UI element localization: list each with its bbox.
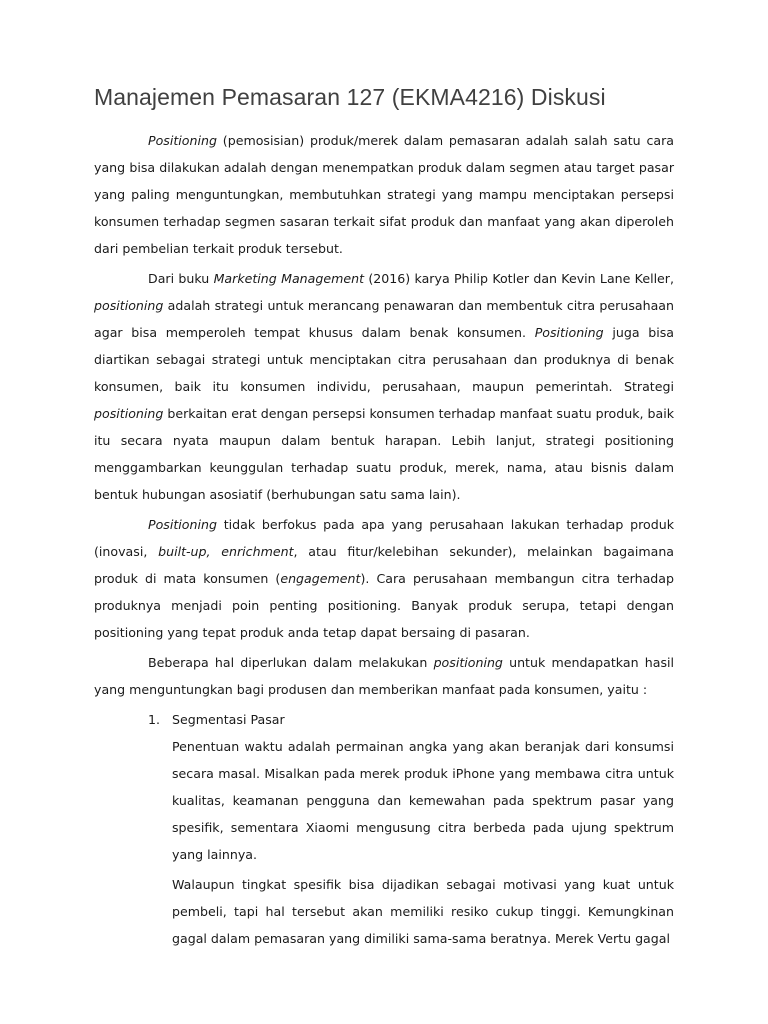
paragraph-1 — [94, 127, 674, 262]
emphasis: positioning — [94, 298, 164, 313]
paragraph-4 — [94, 649, 674, 703]
text: juga bisa diartikan sebagai strategi untuk menciptakan citra perusahaan dan produknya di benak konsumen, baik itu konsumen individu, perusahaan, maupun pemerintah. Strategi — [94, 325, 674, 394]
emphasis: positioning — [433, 655, 503, 670]
numbered-list — [94, 706, 674, 952]
emphasis: built-up, enrichment — [158, 544, 294, 559]
emphasis: Positioning — [148, 517, 217, 532]
emphasis: engagement — [280, 571, 361, 586]
emphasis: Marketing Management — [213, 271, 365, 286]
text: ). Cara perusahaan membangun citra terhadap produknya menjadi poin penting positioning. Banyak produk serupa, tetapi dengan positioning yang tepat produk anda tetap dapat bersaing di pasaran. — [94, 571, 675, 640]
paragraph-3 — [94, 511, 674, 646]
text: Dari buku — [148, 271, 214, 286]
text: (pemosisian) produk/merek dalam pemasaran adalah salah satu cara yang bisa dilakukan adalah dengan menempatkan produk dalam segmen atau target pasar yang paling menguntungkan, membutuhkan strategi yang mampu menciptakan persepsi konsumen terhadap segmen sasaran terkait sifat produk dan manfaat yang akan diperoleh dari pembelian terkait produk tersebut. — [94, 133, 674, 256]
document-title: Manajemen Pemasaran 127 (EKMA4216) Diskusi — [94, 84, 606, 110]
list-paragraph-1: Penentuan waktu adalah permainan angka yang akan beranjak dari konsumsi secara masal. Misalkan pada merek produk iPhone yang membawa citra untuk kualitas, keamanan pengguna dan kemewahan pada spektrum pasar yang spesifik, sementara Xiaomi mengusung citra berbeda pada ujung spektrum yang lainnya. — [172, 739, 674, 862]
text: untuk mendapatkan hasil yang menguntungkan bagi produsen dan memberikan manfaat pada konsumen, yaitu : — [94, 655, 675, 697]
text: tidak berfokus pada apa yang perusahaan lakukan terhadap produk (inovasi, — [94, 517, 674, 559]
list-item-body — [94, 733, 674, 952]
list-item — [94, 706, 674, 952]
text: (2016) karya Philip Kotler dan Kevin Lane Keller, — [364, 271, 674, 286]
text: Beberapa hal diperlukan dalam melakukan — [148, 655, 434, 670]
list-item-heading — [94, 706, 674, 733]
emphasis: positioning — [94, 406, 164, 421]
emphasis: Positioning — [534, 325, 604, 340]
list-paragraph-2: Walaupun tingkat spesifik bisa dijadikan sebagai motivasi yang kuat untuk pembeli, tapi hal tersebut akan memiliki resiko cukup tinggi. Kemungkinan gagal dalam pemasaran yang dimiliki sama-sama beratnya. Merek Vertu gagal — [172, 877, 674, 946]
text: adalah strategi untuk merancang penawaran dan membentuk citra perusahaan agar bisa memperoleh tempat khusus dalam benak konsumen. — [94, 298, 674, 340]
list-label: Segmentasi Pasar — [172, 712, 285, 727]
list-number: 1. — [148, 712, 161, 727]
paragraph-2 — [94, 265, 674, 508]
text: berkaitan erat dengan persepsi konsumen terhadap manfaat suatu produk, baik itu secara nyata maupun dalam bentuk harapan. Lebih lanjut, strategi positioning menggambarkan keunggulan terhadap suatu produk, merek, nama, atau bisnis dalam bentuk hubungan asosiatif (berhubungan satu sama lain). — [94, 406, 674, 502]
text: , atau fitur/kelebihan sekunder), melainkan bagaimana produk di mata konsumen ( — [94, 544, 675, 586]
emphasis: Positioning — [148, 133, 217, 148]
